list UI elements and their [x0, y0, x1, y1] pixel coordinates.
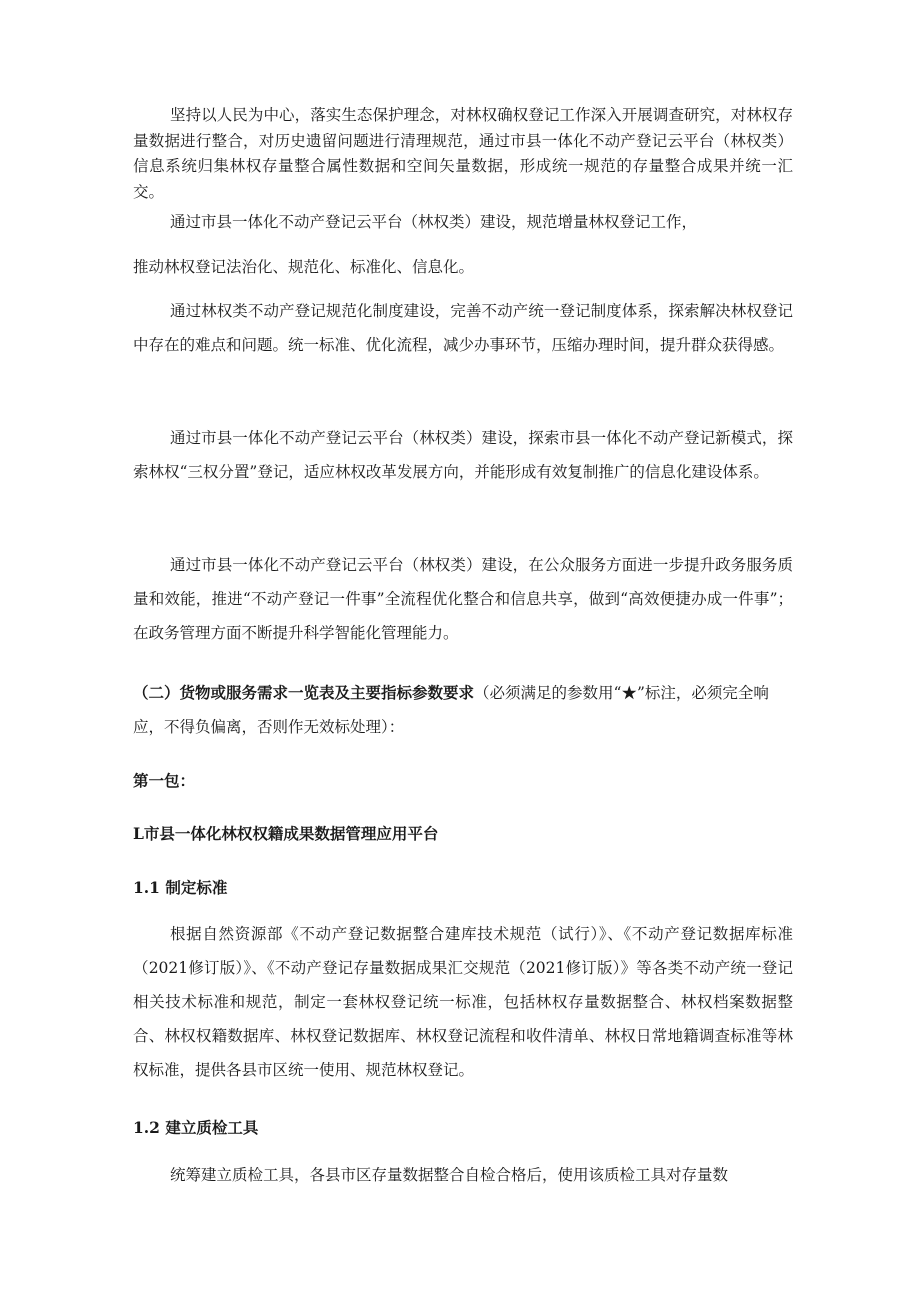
sub-1-1-heading: 1.1 制定标准 — [133, 878, 228, 897]
sub-1-2-body: 统筹建立质检工具，各县市区存量数据整合自检合格后，使用该质检工具对存量数 — [170, 1166, 729, 1184]
paragraph-2-line-1: 通过市县一体化不动产登记云平台（林权类）建设，规范增量林权登记工作， — [170, 213, 698, 231]
platform-heading: L市县一体化林权权籍成果数据管理应用平台 — [133, 824, 439, 843]
paragraph-5: 通过市县一体化不动产登记云平台（林权类）建设，在公众服务方面进一步提升政务服务质量和效能，推进“不动产登记一件事”全流程优化整合和信息共享，做到“高效便捷办成一件事”；在政务管理方面不断提升科学智能化管理能力。 — [133, 556, 793, 642]
sub-1-2-heading: 1.2 建立质检工具 — [133, 1118, 259, 1137]
section-2-heading-note: （必须满足的参数用“★”标注，必须完全响应，不得负偏离，否则作无效标处理）： — [133, 684, 769, 736]
paragraph-4: 通过市县一体化不动产登记云平台（林权类）建设，探索市县一体化不动产登记新模式，探索林权“三权分置”登记，适应林权改革发展方向，并能形成有效复制推广的信息化建设体系。 — [133, 429, 793, 481]
intro-paragraph: 坚持以人民为中心，落实生态保护理念，对林权确权登记工作深入开展调查研究，对林权存量数据进行整合，对历史遗留问题进行清理规范，通过市县一体化不动产登记云平台（林权类）信息系统归集林权存量整合属性数据和空间矢量数据，形成统一规范的存量整合成果并统一汇交。 — [133, 106, 793, 201]
section-2-heading-title: （二）货物或服务需求一览表及主要指标参数要求 — [133, 683, 475, 702]
section-2-heading — [133, 676, 793, 744]
paragraph-2-line-2: 推动林权登记法治化、规范化、标准化、信息化。 — [133, 258, 475, 276]
paragraph-3: 通过林权类不动产登记规范化制度建设，完善不动产统一登记制度体系，探索解决林权登记中存在的难点和问题。统一标准、优化流程，减少办事环节，压缩办理时间，提升群众获得感。 — [133, 302, 793, 354]
sub-1-1-body: 根据自然资源部《不动产登记数据整合建库技术规范（试行）》、《不动产登记数据库标准（2021修订版）》、《不动产登记存量数据成果汇交规范（2021修订版）》等各类不动产统一登记相关技术标准和规范，制定一套林权登记统一标准，包括林权存量数据整合、林权档案数据整合、林权权籍数据库、林权登记数据库、林权登记流程和收件清单、林权日常地籍调查标准等林权标准，提供各县市区统一使用、规范林权登记。 — [133, 925, 793, 1079]
package-heading: 第一包： — [133, 771, 196, 790]
